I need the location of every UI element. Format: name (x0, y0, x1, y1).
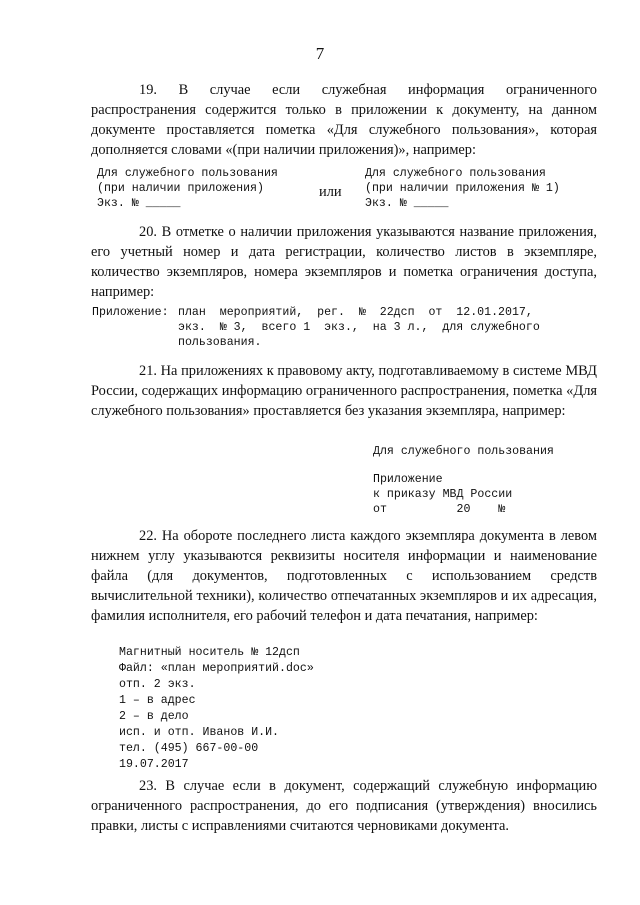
paragraph-21-text: 21. На приложениях к правовому акту, подготавливаемому в системе МВД России, содержащих информацию ограниченного распространения, пометка «Для служебного пользования» проставляется без указания экземпляра, например: (91, 363, 597, 419)
page-number: 7 (315, 44, 325, 63)
paragraph-22-text: 22. На обороте последнего листа каждого экземпляра документа в левом нижнем углу указываются реквизиты носителя информации и наименование файла (для документов, подготовленных с использованием средств вычислительной техники), количество отпечатанных экземпляров и их адресация, фамилия исполнителя, его рабочий телефон и дата печатания, например: (91, 528, 597, 624)
paragraph-20 (91, 222, 597, 302)
example-20-label: Приложение: (92, 306, 169, 319)
paragraph-22 (91, 526, 597, 626)
paragraph-21 (91, 361, 597, 421)
example-21-marking: Для служебного пользования (373, 445, 554, 458)
paragraph-23-text: 23. В случае если в документ, содержащий служебную информацию ограниченного распространения, до его подписания (утверждения) вносились правки, листы с исправлениями считаются черновиками документа. (91, 778, 597, 834)
paragraph-19 (91, 80, 597, 160)
paragraph-23 (91, 776, 597, 836)
example-21-block: Приложение к приказу МВД России от 20 № (373, 473, 513, 516)
example-19-or: или (319, 184, 342, 200)
example-19-left: Для служебного пользования (при наличии приложения) Экз. № _____ (97, 167, 278, 210)
paragraph-19-text: 19. В случае если служебная информация ограниченного распространения содержится только в приложении к документу, на данном документе проставляется пометка «Для служебного пользования», которая дополняется словами «(при наличии приложения)», например: (91, 82, 597, 158)
example-22-block: Магнитный носитель № 12дсп Файл: «план мероприятий.doc» отп. 2 экз. 1 – в адрес 2 – в дело исп. и отп. Иванов И.И. тел. (495) 667-00-00 19.07.2017 (119, 646, 314, 771)
paragraph-20-text: 20. В отметке о наличии приложения указываются название приложения, его учетный номер и дата регистрации, количество листов в экземпляре, количество экземпляров, номера экземпляров и пометка ограничения доступа, например: (91, 224, 597, 300)
example-20-text: план мероприятий, рег. № 22дсп от 12.01.2017, экз. № 3, всего 1 экз., на 3 л., для служебного пользования. (178, 306, 540, 349)
example-19-right: Для служебного пользования (при наличии приложения № 1) Экз. № _____ (365, 167, 560, 210)
